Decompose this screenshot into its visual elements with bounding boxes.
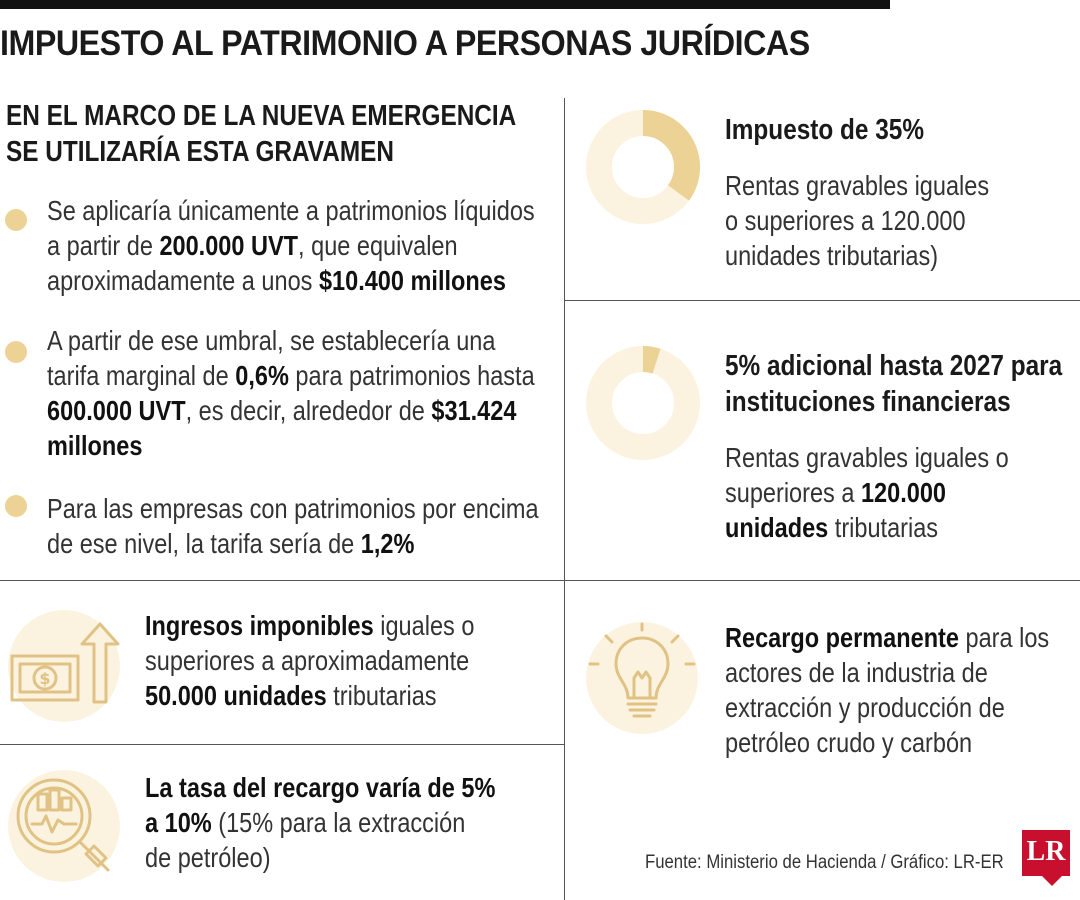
donut-chart-5 <box>586 346 700 460</box>
money-arrow-icon <box>8 610 120 722</box>
item-text: Ingresos imponibles iguales o superiores a aproximadamente 50.000 unidades tributarias <box>145 610 475 711</box>
bullet-text: Se aplicaría únicamente a patrimonios líquidos a partir de 200.000 UVT, que equivalen aproximadamente a unos $10.400 millones <box>47 195 535 296</box>
subtitle-line: SE UTILIZARÍA ESTA GRAVAMEN <box>6 136 394 168</box>
bullet-text: Para las empresas con patrimonios por encima de ese nivel, la tarifa sería de 1,2% <box>47 493 539 559</box>
subtitle <box>6 98 527 170</box>
bullet-text: A partir de ese umbral, se establecería una tarifa marginal de 0,6% para patrimonios hasta 600.000 UVT, es decir, alrededor de $31.424 millones <box>47 325 535 461</box>
item-text: Rentas gravables iguales o superiores a 120.000 unidades tributarias <box>725 442 1009 543</box>
source-note: Fuente: Ministerio de Hacienda / Gráfico: LR-ER <box>645 852 1004 873</box>
bullet-dot <box>5 495 27 517</box>
item-text: La tasa del recargo varía de 5% a 10% (15% para la extracción de petróleo) <box>145 772 496 873</box>
section-divider <box>564 300 1080 301</box>
donut-chart-35 <box>586 110 700 224</box>
item-text: Rentas gravables iguales o superiores a 120.000 unidades tributarias) <box>725 170 990 271</box>
bullet-dot <box>5 209 27 231</box>
top-bar <box>0 0 890 9</box>
page-title: IMPUESTO AL PATRIMONIO A PERSONAS JURÍDICAS <box>0 24 810 63</box>
donut-track <box>599 359 687 447</box>
section-divider <box>0 744 564 745</box>
column-divider <box>564 98 565 900</box>
bullet-dot <box>5 341 27 363</box>
svg-text:$: $ <box>39 669 51 688</box>
section-divider <box>564 580 1080 581</box>
subtitle-line: EN EL MARCO DE LA NUEVA EMERGENCIA <box>6 100 517 132</box>
lr-logo: LR <box>1022 830 1070 876</box>
magnifier-chart-icon <box>8 770 120 882</box>
item-text: Recargo permanente para los actores de la industria de extracción y producción de petróleo crudo y carbón <box>725 622 1050 758</box>
lightbulb-icon <box>586 622 698 734</box>
item-heading: 5% adicional hasta 2027 para instituciones financieras <box>725 350 1063 418</box>
section-divider <box>0 580 564 581</box>
item-heading: Impuesto de 35% <box>725 114 925 146</box>
